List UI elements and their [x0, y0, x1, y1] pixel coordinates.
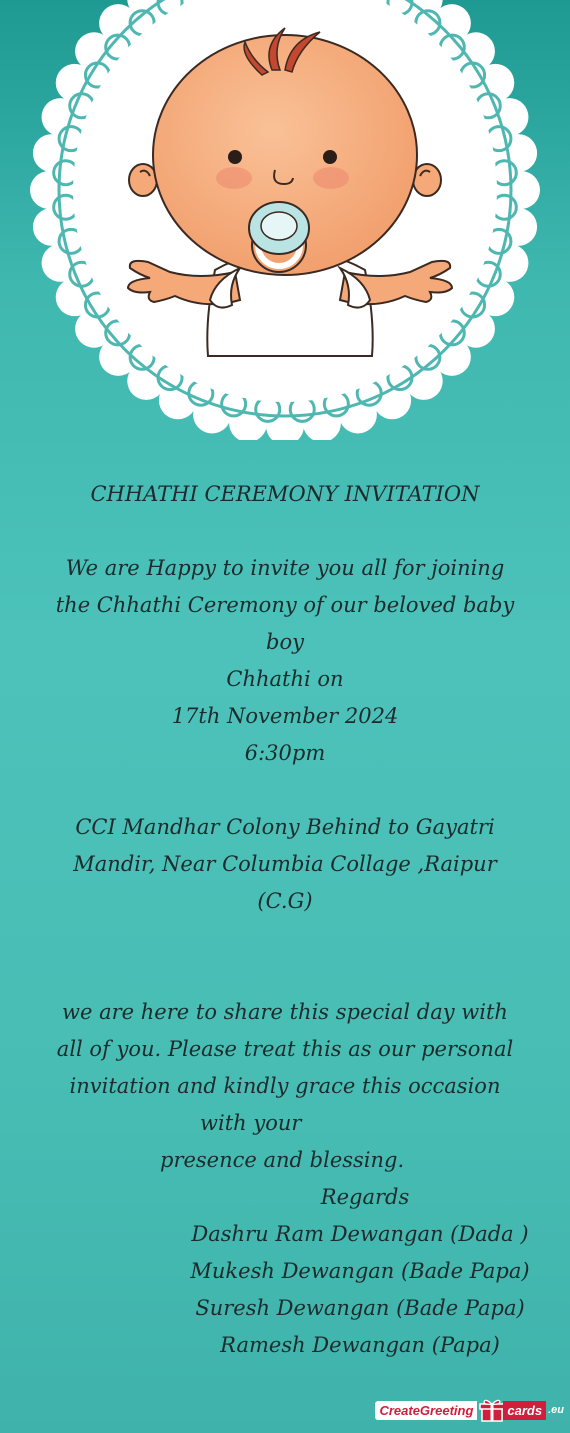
- gift-icon: [479, 1397, 505, 1423]
- brand-logo[interactable]: [375, 1393, 564, 1427]
- message-line: we are here to share this special day with: [62, 1000, 508, 1024]
- signature-line: Suresh Dewangan (Bade Papa): [195, 1296, 525, 1320]
- signature-line: Dashru Ram Dewangan (Dada ): [191, 1222, 529, 1246]
- baby-illustration: [0, 0, 570, 440]
- message-line: all of you. Please treat this as our personal: [56, 1037, 514, 1061]
- brand-part1: CreateGreeting: [375, 1401, 477, 1420]
- signature-line: Ramesh Dewangan (Papa): [220, 1333, 500, 1357]
- message-line: with your: [200, 1111, 302, 1135]
- address-line: Mandir, Near Columbia Collage ,Raipur: [73, 852, 497, 876]
- baby-left-eye: [228, 150, 242, 164]
- message-line: invitation and kindly grace this occasion: [69, 1074, 501, 1098]
- invitation-title: CHHATHI CEREMONY INVITATION: [90, 482, 480, 506]
- message-line: presence and blessing.: [160, 1148, 405, 1172]
- brand-part3: .eu: [548, 1404, 564, 1416]
- intro-line: the Chhathi Ceremony of our beloved baby: [55, 593, 515, 617]
- address-line: CCI Mandhar Colony Behind to Gayatri: [75, 815, 495, 839]
- brand-part2: cards: [503, 1401, 546, 1420]
- invitation-text: [30, 476, 540, 1364]
- baby-right-eye: [323, 150, 337, 164]
- regards-label: Regards: [320, 1185, 410, 1209]
- address-line: (C.G): [257, 889, 313, 913]
- chhathi-on-label: Chhathi on: [226, 667, 344, 691]
- intro-line: We are Happy to invite you all for joining: [65, 556, 505, 580]
- signature-line: Mukesh Dewangan (Bade Papa): [190, 1259, 530, 1283]
- event-time: 6:30pm: [244, 741, 326, 765]
- intro-line: boy: [266, 630, 304, 654]
- event-date: 17th November 2024: [171, 704, 399, 728]
